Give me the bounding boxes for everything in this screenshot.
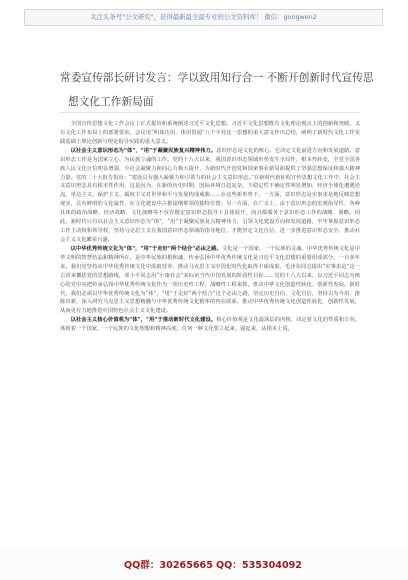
- footer-bar: [0, 548, 408, 580]
- paragraph-text: 全国宣传思想文化工作会议上正式提出和系统阐述习近平文化思想。习近平文化思想既有文化理论观点上的创新和突破，又有文化工作布局上的部署要求，会议用“明体达用、体用贯通”八个字对这一思想的重大意义作出总结，阐明了新时代文化工作实践基础上理论创新与理论指导实践的重大意义。: [60, 121, 360, 145]
- paragraph: [60, 147, 360, 245]
- paragraph-lead: 以社会主义意识形态为“体”，“用”于凝聚民族复兴精神伟力。: [70, 147, 217, 154]
- article-title-line-1: 常委宣传部长研讨发言：学以致用知行合一 不断开创新时代宣传思: [60, 72, 374, 84]
- paragraph-text: 意识形态是文化的核心。它决定文化前进方向和发展道路。意识形态工作是为国家立心、为民族立魂的工作。党的十八大以来，我国意识形态领域形势发生全局性、根本性转变，全党全国各族人民文化自信明显增强，全社会凝聚力和向心力极大提升，为新时代开创党和国家事业新局面提供了坚强思想保证和强大精神力量。党的二十大报告指出：“建设具有强大凝聚力和引领力的社会主义意识形态。”在新时代新征程宣传思想文化工作中，社会主义意识形态具有根本性作用，这是因为，在新的历史时期，国际环境日趋复杂，不稳定性不确定性明显增加，经济全球化遭遇逆流，单边主义、保护主义、霸权主义对世界和平与发展构成威胁……在这些新形势下，一方面，意识形态是实事求是地反映思想现实，具有鲜明的文化属性，在文化建设中占据提纲挈领的独特位置；另一方面，在广义上，由于意识形态的宏观指导性，各种具体的政治战略、经济战略、文化战略等不仅在既定意识形态指导下具体展开，而且都服务于意识形态工作的战略、策略。因此，新时代只有以社会主义意识形态为“体”，“用”于凝聚民族复兴精神伟力，引领文化建设方向和发展道路，牢牢掌握意识形态工作主动权和领导权，坚持马克思主义在我国意识形态领域的指导地位，才能坚定文化自信，进一步推进意识形态安全、推动社会主义文化繁荣兴盛。: [60, 147, 360, 243]
- top-banner: 关注头条号"公文研究"，获得最新最全最专业的公文资料库！ 微信：gongwen2: [24, 9, 383, 26]
- title-divider: [60, 112, 360, 113]
- paragraph-text: 核心价值观是文化最深层的内核，决定着文化的性质和方向。体现着一个国家、一个民族的文化理想和精神高度。任何一种文化要立起来、强起来，从根本上说，: [60, 317, 360, 333]
- paragraph-lead: 以社会主义核心价值观为“体”，“用”于推动新时代文化建设。: [70, 317, 217, 324]
- paragraph: [60, 120, 360, 147]
- paragraph: [60, 245, 360, 316]
- qq-group-contact: QQ群：30265665: [124, 560, 213, 571]
- paragraph-lead: 以中华优秀传统文化为“体”，“用”于走好“两个结合”必由之路。: [70, 245, 222, 252]
- paragraph-text: 文化是一个国家、一个民族的灵魂。中华优秀传统文化是中华文明的智慧结晶和精神所在，是中华民族的根和魂，传承弘扬中华优秀传统文化是习近平文化思想的重要组成部分。一百多年来，我们党坚持从中华优秀传统文化中汲取营养，推动马克思主义中国化时代化取得丰硕成果。毛泽东同志提出“实事求是”这一古语来概括党的思想路线，邓小平同志用“小康社会”来标识当代中国发展的阶段性目标……党的十八大以来，以习近平同志为核心的党中央把传承弘扬中华优秀传统文化作为一项历史性工程、战略性工程来抓，推动中华文化创造性转化、创新性发展。新时代，我们必须以中华优秀传统文化为“体”，“用”于走好“两个结合”这个必由之路，坚定历史自信、文化自信，坚持古为今用、推陈出新，深入研究马克思主义思想精髓与中华优秀传统文化精华的内在联系，推动中华优秀传统文化创造性转化、创新性发展，从而更有力地推进中国特色社会主义文化建设。: [60, 245, 360, 315]
- qq-contact: QQ：535304092: [216, 560, 302, 571]
- paragraph: [60, 316, 360, 334]
- article-body: [60, 120, 360, 548]
- article-title-line-2: 想文化工作新局面: [68, 96, 154, 108]
